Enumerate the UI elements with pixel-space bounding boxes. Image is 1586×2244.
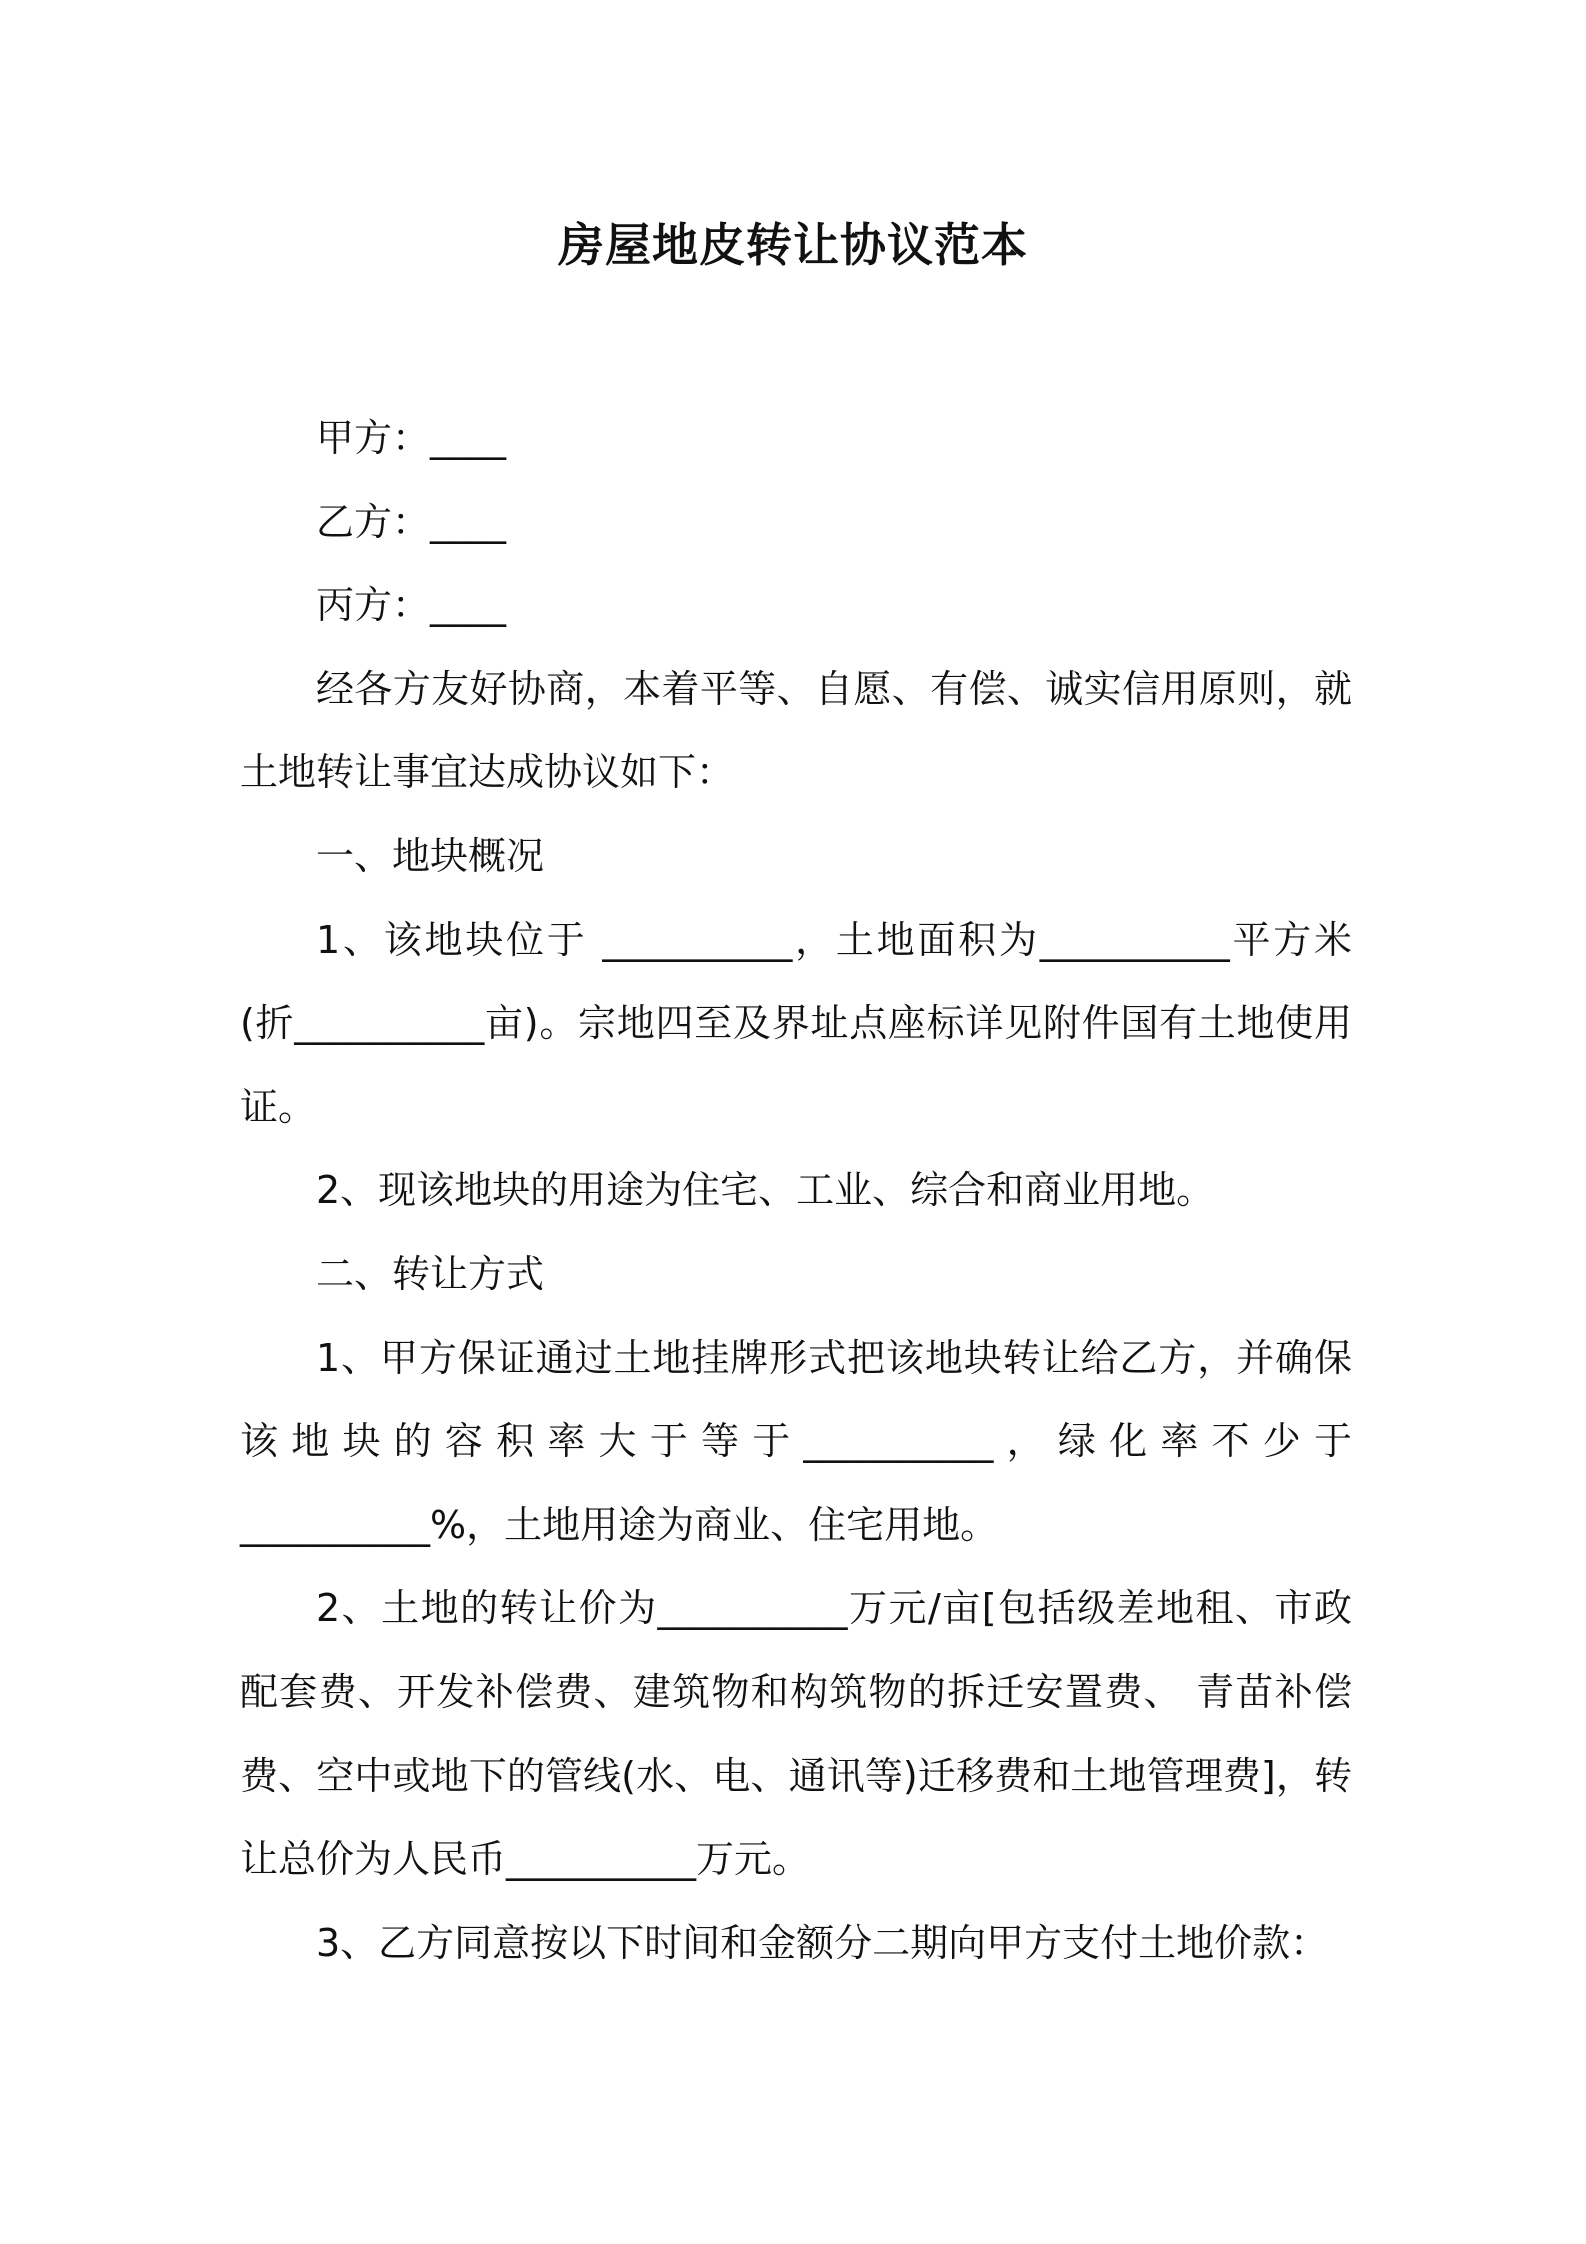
clause-2-1-listing: 1、甲方保证通过土地挂牌形式把该地块转让给乙方，并确保该地块的容积率大于等于__________，绿化率不少于__________%，土地用途为商业、住宅用地。 <box>240 1335 1352 1547</box>
clause-1-2-usage: 2、现该地块的用途为住宅、工业、综合和商业用地。 <box>316 1168 1215 1213</box>
document-body <box>240 397 1352 1985</box>
clause-2-2-price: 2、土地的转让价为__________万元/亩[包括级差地租、市政配套费、开发补偿费、建筑物和构筑物的拆迁安置费、 青苗补偿费、空中或地下的管线(水、电、通讯等)迁移费和土地管理费]，转让总价为人民币__________万元。 <box>240 1586 1352 1882</box>
clause-1-1-location: 1、该地块位于 __________，土地面积为__________平方米(折__________亩)。宗地四至及界址点座标详见附件国有土地使用证。 <box>240 917 1352 1129</box>
clause-2-3-payment: 3、乙方同意按以下时间和金额分二期向甲方支付土地价款： <box>316 1920 1329 1965</box>
section-heading-transfer-method: 二、转让方式 <box>316 1251 545 1296</box>
section-heading-land-overview: 一、地块概况 <box>316 833 545 878</box>
party-c-line: 丙方：____ <box>316 583 507 628</box>
party-b-line: 乙方：____ <box>316 499 507 544</box>
document-title: 房屋地皮转让协议范本 <box>558 218 1028 272</box>
party-a-line: 甲方：____ <box>316 416 507 460</box>
preamble-paragraph: 经各方友好协商，本着平等、自愿、有偿、诚实信用原则，就土地转让事宜达成协议如下： <box>240 666 1352 795</box>
